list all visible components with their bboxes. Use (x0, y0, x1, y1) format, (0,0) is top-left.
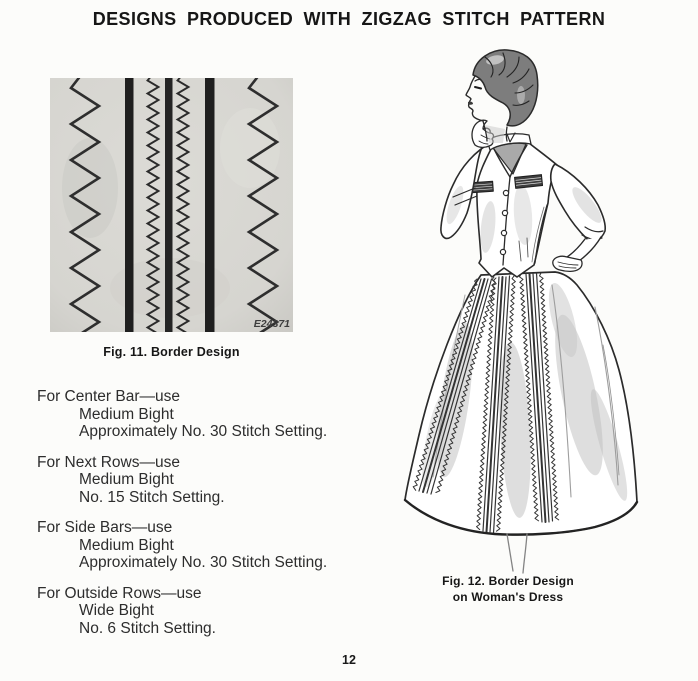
page-title: DESIGNS PRODUCED WITH ZIGZAG STITCH PATTERN (92, 9, 606, 29)
fig12-caption-line2: on Woman's Dress (452, 589, 564, 604)
instruction-line: Approximately No. 30 Stitch Setting. (79, 554, 328, 571)
fabric-light-spot (220, 108, 280, 188)
instruction-line: Wide Bight (79, 602, 154, 619)
fig12-caption-line1: Fig. 12. Border Design (442, 574, 574, 588)
fig11-caption: Fig. 11. Border Design (103, 345, 240, 359)
lips (468, 102, 473, 105)
fabric-shadow-spot (62, 138, 118, 238)
instruction-heading: For Side Bars—use (37, 519, 173, 536)
bodice (471, 133, 557, 277)
instruction-line: Medium Bight (79, 405, 174, 423)
instruction-line: Medium Bight (79, 536, 174, 554)
fig12-caption (398, 574, 618, 605)
border-design-photo (50, 78, 293, 332)
instruction-next-rows (37, 454, 382, 507)
instruction-outside-rows (37, 585, 382, 638)
eye (475, 87, 481, 89)
page-number: 12 (342, 653, 356, 667)
arm-on-hip (551, 164, 606, 271)
woman-dress-drawing (395, 45, 695, 575)
instruction-line: Approximately No. 30 Stitch Setting. (79, 423, 328, 440)
legs (507, 534, 527, 573)
side-bar-left (125, 78, 134, 332)
fig12-illustration (395, 45, 695, 575)
center-bar (165, 78, 173, 332)
photo-reference-label: E24371 (253, 318, 290, 330)
pocket-trim-right (515, 175, 543, 189)
instruction-center-bar (37, 388, 382, 441)
instruction-line: Medium Bight (79, 471, 174, 488)
instruction-line: No. 6 Stitch Setting. (79, 619, 216, 637)
stitch-instructions (37, 388, 382, 650)
instruction-side-bars (37, 519, 382, 572)
instruction-heading: For Next Rows—use (37, 453, 180, 471)
side-bar-right (205, 78, 215, 332)
instruction-heading: For Outside Rows—use (37, 584, 202, 602)
skirt (405, 272, 637, 535)
instruction-line: No. 15 Stitch Setting. (79, 488, 225, 506)
fig11-photo (50, 78, 293, 332)
instruction-heading: For Center Bar—use (37, 388, 180, 405)
